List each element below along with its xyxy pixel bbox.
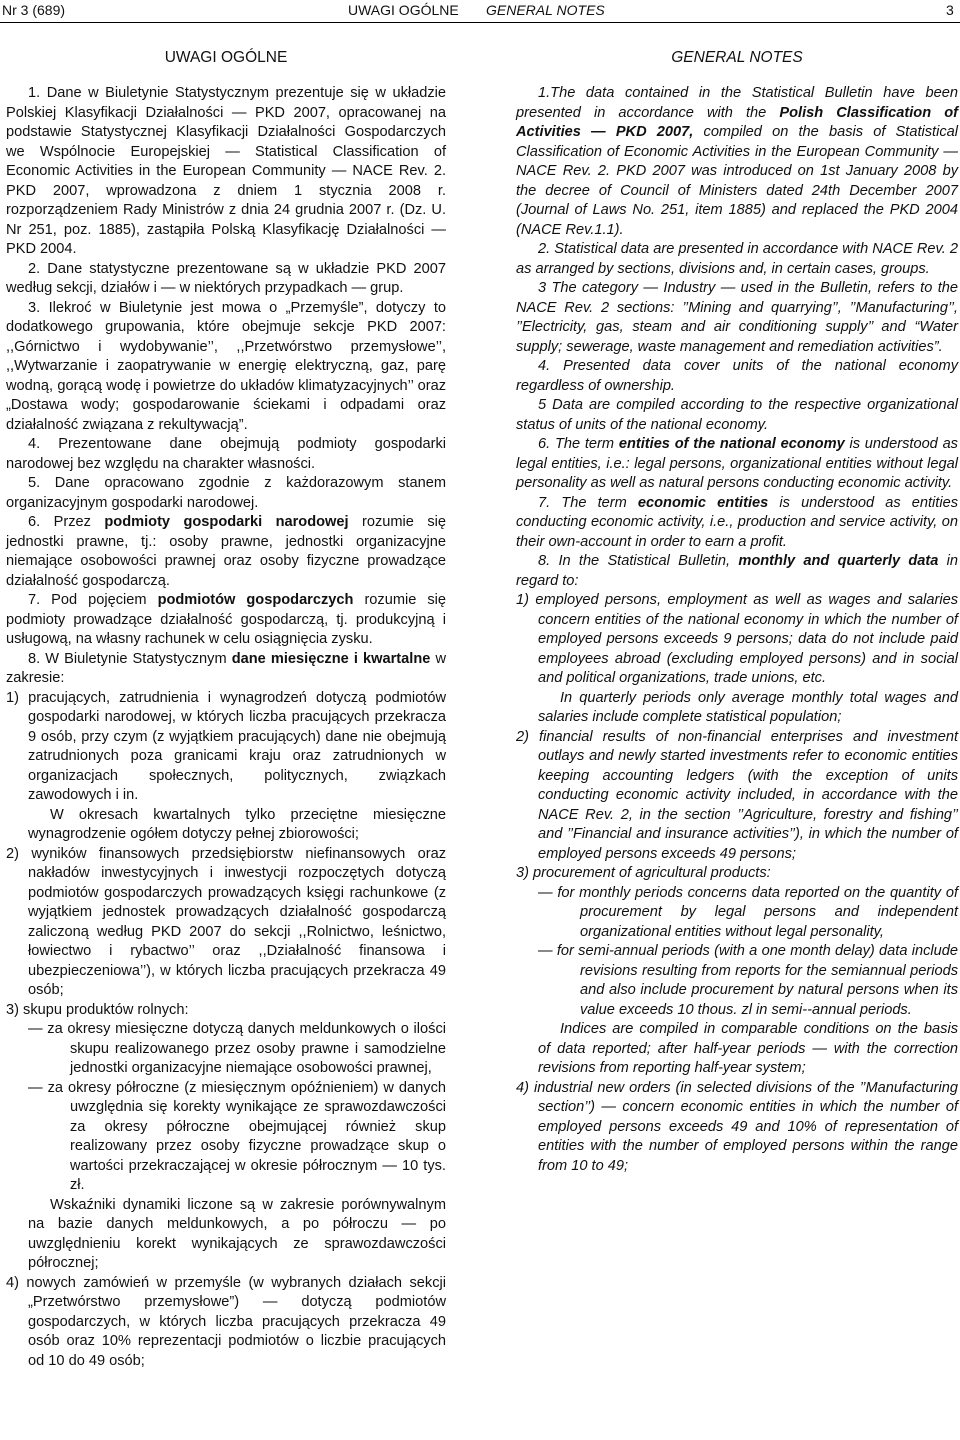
list-item-3a-en: — for monthly periods concerns data reported on the quantity of procurement by legal persons and independent organizational entities without legal personality,	[538, 884, 958, 940]
list-item-1-note-en: In quarterly periods only average monthly total wages and salaries include complete statistical population;	[538, 689, 958, 725]
note-2-en: 2. Statistical data are presented in accordance with NACE Rev. 2 as arranged by sections, divisions and, in certain cases, groups.	[516, 241, 958, 277]
list-item-2-pl: 2) wyników finansowych przedsiębiorstw niefinansowych oraz nakładów inwestycyjnych i inwestycji rozpoczętych dotyczą podmiotów gospodarczych prowadzących księgi rachunkowe (z wyjątkiem jednostek prowadzących działalność gospodarczą zaliczoną według PKD 2007 do sekcji ,,Rolnictwo, leśnictwo, łowiectwo i rybactwo’’ oraz ,,Działalność finansowa i ubezpieczeniowa’’), w których liczba pracujących przekracza 49 osób;	[6, 845, 446, 998]
issue-number: Nr 3 (689)	[2, 2, 66, 18]
list-item-3b-en: — for semi-annual periods (with a one month delay) data include revisions resulting from reports for the semiannual periods and also include procurement by natural persons when its value exceeds 10 thous. zl in semi--annual periods.	[538, 943, 958, 1018]
header-title-pl: UWAGI OGÓLNE	[348, 2, 459, 18]
list-item-3a-pl: — za okresy miesięczne dotyczą danych meldunkowych o ilości skupu realizowanego przez osoby prawne i samodzielne jednostki organizacyjne niemające osobowości prawnej,	[28, 1021, 446, 1076]
note-1-pl: 1. Dane w Biuletynie Statystycznym prezentuje się w układzie Polskiej Klasyfikacji Działalności — PKD 2007, opracowanej na podstawie Statystycznej Klasyfikacji Działalności Gospodarczych we Wspólnocie Europejskiej — Statistical Classification of Economic Activities in the European Community — NACE Rev. 2. PKD 2007, wprowadzona z dniem 1 stycznia 2008 r. rozporządzeniem Rady Ministrów z dnia 24 grudnia 2007 r. (Dz. U. Nr 251, poz. 1885), zastąpiła Polską Klasyfikację Działalności — PKD 2004.	[6, 85, 446, 257]
list-item-1-pl: 1) pracujących, zatrudnienia i wynagrodzeń dotyczą podmiotów gospodarki narodowej, w których liczba pracujących przekracza 9 osób, przy czym (z wyjątkiem pracujących) dane nie obejmują zatrudnionych poza granicami kraju oraz zatrudnionych w organizacjach społecznych, politycznych, związkach zawodowych i in.	[6, 689, 446, 803]
list-item-2-en: 2) financial results of non-financial enterprises and investment outlays and newly started investments refer to economic entities keeping accounting ledgers (with the exception of units conducting economic activity included, in accordance with the NACE Rev. 2, in the section ’’Agriculture, forestry and fishing’’ and ’’Financial and insurance activities’’), in which the number of employed persons exceeds 49 persons;	[516, 728, 958, 862]
page-number: 3	[946, 2, 954, 18]
list-item-1-note-pl: W okresach kwartalnych tylko przeciętne miesięczne wynagrodzenie ogółem dotyczy pełnej zbiorowości;	[28, 806, 446, 842]
header-title-en: GENERAL NOTES	[486, 2, 605, 18]
note-6-pl: 6. Przez podmioty gospodarki narodowej rozumie się jednostki prawne, tj.: osoby prawne, jednostki organizacyjne niemające osobowości prawnej oraz osoby fizyczne prowadzące działalność gospodarczą.	[6, 514, 447, 589]
note-7-pl: 7. Pod pojęciem podmiotów gospodarczych rozumie się podmioty prowadzące działalność gospodarczą, tj. produkcyjną i usługową, na własny rachunek w celu osiągnięcia zysku.	[6, 592, 447, 647]
list-item-4-en: 4) industrial new orders (in selected divisions of the ’’Manufacturing section’’) — concern economic entities in which the number of employed persons exceeds 49 and 10% of representation of entities with the number of employed persons within the range from 10 to 49;	[516, 1079, 958, 1174]
note-8-en: 8. In the Statistical Bulletin, monthly and quarterly data in regard to:	[516, 553, 958, 589]
polish-column	[6, 48, 446, 1371]
list-item-3b-pl: — za okresy półroczne (z miesięcznym opóźnieniem) w danych uwzględnia się korekty wynikające ze sprawozdawczości za okresy półroczne obejmującej również skup realizowany przez osoby fizyczne prowadzące skup o wartości przekraczającej w okresie półrocznym — 10 tys. zł.	[28, 1079, 446, 1193]
note-4-pl: 4. Prezentowane dane obejmują podmioty gospodarki narodowej bez względu na charakter własności.	[6, 436, 446, 472]
list-item-1-en: 1) employed persons, employment as well as wages and salaries concern entities of the national economy in which the number of employed persons exceeds 9 persons; data do not include paid employees abroad (excluding employed persons) and in social and political organizations, trade unions, etc.	[516, 592, 958, 686]
note-7-en: 7. The term economic entities is understood as entities conducting economic activity, i.e., production and service activity, on their own-account in order to earn a profit.	[516, 494, 959, 550]
note-5-pl: 5. Dane opracowano zgodnie z każdorazowym stanem organizacyjnym gospodarki narodowej.	[6, 475, 446, 511]
list-item-4-pl: 4) nowych zamówień w przemyśle (w wybranych działach sekcji „Przetwórstwo przemysłowe”) — dotyczą podmiotów gospodarczych, w których liczba pracujących przekracza 49 osób oraz 10% reprezentacji podmiotów o liczbie pracujących od 10 do 49 osób;	[6, 1274, 446, 1369]
list-item-3-note-en: Indices are compiled in comparable conditions on the basis of data reported; after half-year periods — with the correction revisions from reporting half-year system;	[538, 1021, 958, 1076]
english-column	[516, 48, 958, 1176]
note-4-en: 4. Presented data cover units of the national economy regardless of ownership.	[516, 358, 958, 394]
note-3-pl: 3. Ilekroć w Biuletynie jest mowa o „Przemyśle”, dotyczy to dodatkowego grupowania, które obejmuje sekcje PKD 2007: ,,Górnictwo i wydobywanie’’, ,,Przetwórstwo przemysłowe’’, ,,Wytwarzanie i zaopatrywanie w energię elektryczną, gaz, parę wodną, gorącą wodę i powietrze do układów klimatyzacyjnych’’ oraz „Dostawa wody; gospodarowanie ściekami i odpadami oraz działalność związana z rekultywacją”.	[6, 299, 446, 433]
list-item-3-note-pl: Wskaźniki dynamiki liczone są w zakresie porównywalnym na bazie danych meldunkowych, a po półroczu — po uwzględnieniu korekt wynikających ze sprawozdawczości półrocznej;	[28, 1196, 446, 1271]
section-title-en: GENERAL NOTES	[671, 49, 803, 66]
note-2-pl: 2. Dane statystyczne prezentowane są w układzie PKD 2007 według sekcji, działów i — w niektórych przypadkach — grup.	[6, 260, 446, 296]
list-item-3-en: 3) procurement of agricultural products:	[516, 865, 771, 881]
list-item-3-pl: 3) skupu produktów rolnych:	[6, 1001, 189, 1018]
note-6-en: 6. The term entities of the national economy is understood as legal entities, i.e.: legal persons, organizational entities without legal personality as well as natural persons conducting economic activity.	[516, 436, 958, 491]
note-1-en: 1.The data contained in the Statistical Bulletin have been presented in accordance with the Polish Classification of Activities — PKD 2007, compiled on the basis of Statistical Classification of Economic Activities in the European Community — NACE Rev. 2. PKD 2007 was introduced on 1st January 2008 by the decree of Council of Ministers dated 24th December 2007 (Journal of Laws No. 251, item 1885) and replaced the PKD 2004 (NACE Rev.1.1).	[516, 85, 958, 238]
running-header	[0, 0, 960, 24]
header-divider	[0, 22, 960, 23]
note-8-pl: 8. W Biuletynie Statystycznym dane miesięczne i kwartalne w zakresie:	[6, 650, 447, 686]
section-title-pl: UWAGI OGÓLNE	[164, 49, 288, 66]
note-3-en: 3 The category — Industry — used in the Bulletin, refers to the NACE Rev. 2 sections: ’’Mining and quarrying’’, ’’Manufacturing’’, ’’Electricity, gas, steam and air conditioning supply’’ and “Water supply; sewerage, waste management and remediation activities”.	[516, 280, 958, 355]
note-5-en: 5 Data are compiled according to the respective organizational status of units of the national economy.	[516, 397, 958, 433]
